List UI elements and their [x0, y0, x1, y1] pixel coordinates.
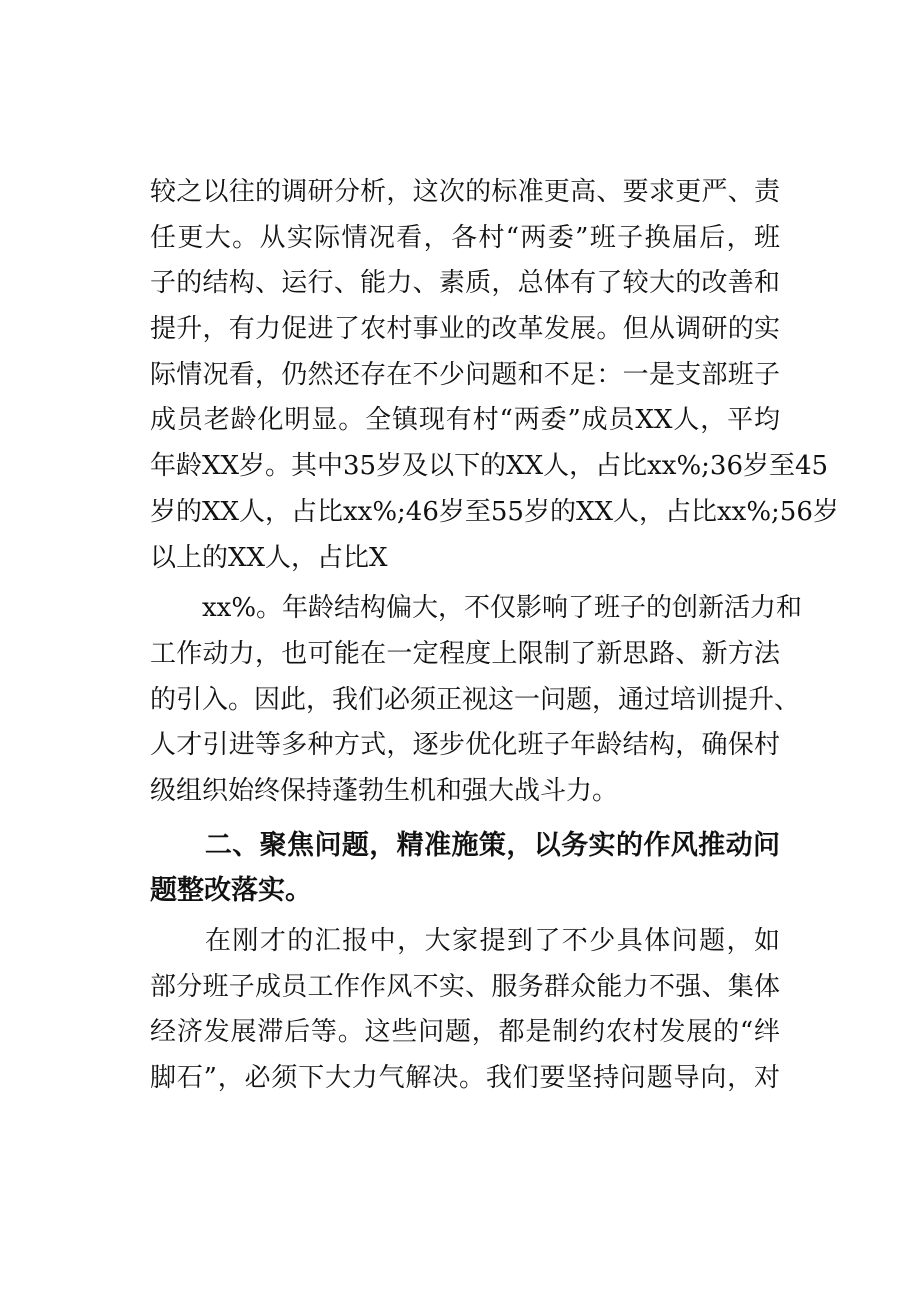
text-line: 的引入。因此，我们必须正视这一问题，通过培训提升、 — [150, 684, 801, 715]
document-body — [150, 170, 839, 1102]
text-line: 人才引进等多种方式，逐步优化班子年龄结构，确保村 — [150, 730, 780, 761]
text-line: 以上的XX人，占比X — [150, 542, 388, 573]
text-line: 在刚才的汇报中，大家提到了不少具体问题，如 — [150, 926, 780, 956]
text-line: 较之以往的调研分析，这次的标准更高、要求更严、责 — [150, 177, 780, 207]
heading-line: 题整改落实。 — [150, 875, 312, 907]
paragraph-age-structure — [150, 586, 803, 814]
text-line: 年龄XX岁。其中35岁及以下的XX人，占比xx%;36岁至45 — [150, 451, 829, 482]
text-line: 工作动力，也可能在一定程度上限制了新思路、新方法 — [150, 638, 780, 669]
text-line: 任更大。从实际情况看，各村“两委”班子换届后，班 — [150, 222, 780, 253]
text-line: 际情况看，仍然还存在不少问题和不足：一是支部班子 — [150, 359, 780, 390]
text-line: 脚石”，必须下大力气解决。我们要坚持问题导向，对 — [150, 1063, 780, 1094]
text-line: xx%。年龄结构偏大，不仅影响了班子的创新活力和 — [150, 593, 803, 624]
text-line: 经济发展滞后等。这些问题，都是制约农村发展的“绊 — [150, 1017, 780, 1048]
text-line: 成员老龄化明显。全镇现有村“两委”成员XX人，平均 — [150, 405, 780, 436]
text-line: 级组织始终保持蓬勃生机和强大战斗力。 — [150, 775, 619, 806]
text-line: 子的结构、运行、能力、素质，总体有了较大的改善和 — [150, 268, 780, 299]
text-line: 岁的XX人，占比xx%;46岁至55岁的XX人，占比xx%;56岁 — [150, 496, 839, 527]
text-line: 提升，有力促进了农村事业的改革发展。但从调研的实 — [150, 314, 780, 345]
paragraph-age-analysis — [150, 170, 839, 581]
heading-line: 二、聚焦问题，精准施策，以务实的作风推动问 — [150, 829, 780, 861]
text-line: 部分班子成员工作作风不实、服务群众能力不强、集体 — [150, 971, 780, 1002]
paragraph-problems — [150, 919, 780, 1102]
section-heading — [150, 823, 780, 914]
